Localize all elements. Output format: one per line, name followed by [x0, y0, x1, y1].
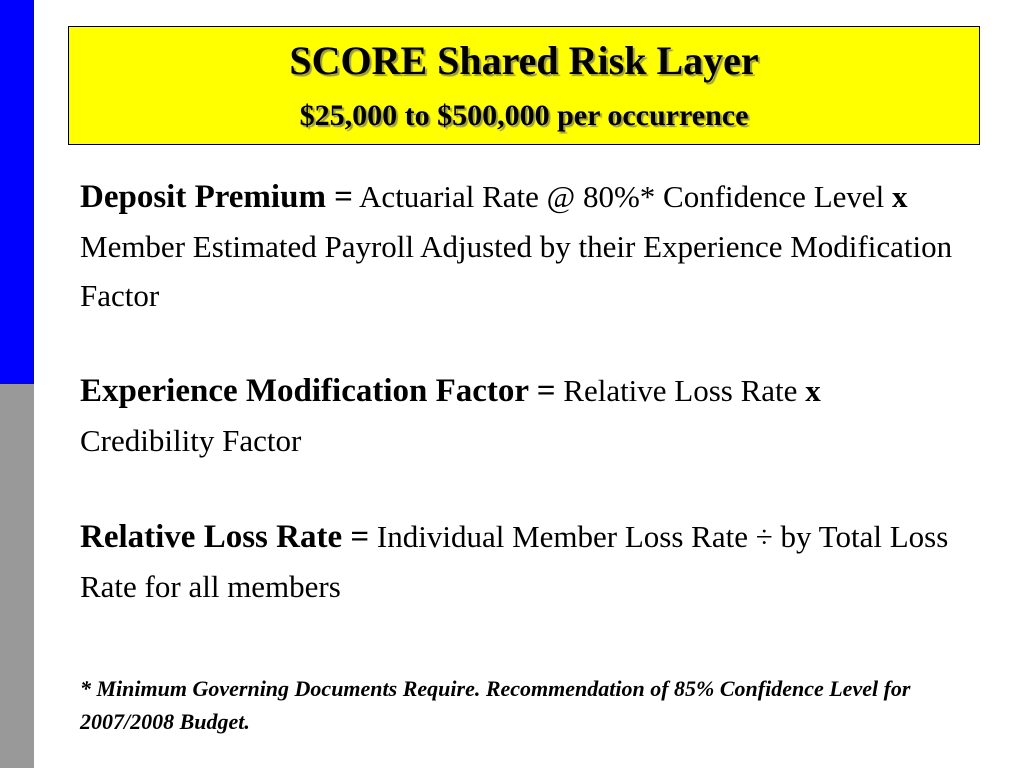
definition-text: Relative Loss Rate [563, 373, 798, 408]
definition-text: Credibility Factor [80, 423, 302, 458]
footnote: * Minimum Governing Documents Require. Recommendation of 85% Confidence Level for 2007/2008 Budget. [80, 676, 911, 734]
definition-term: Relative Loss Rate = [80, 519, 370, 555]
definition-term: Deposit Premium = [80, 179, 353, 215]
definition-text: Actuarial Rate @ 80%* Confidence Level [359, 179, 885, 214]
slide-title: SCORE Shared Risk Layer [289, 38, 759, 83]
accent-bar-top [0, 0, 34, 384]
title-box [68, 26, 980, 145]
definition-term: Experience Modification Factor = [80, 373, 556, 409]
slide-subtitle: $25,000 to $500,000 per occurrence [299, 99, 749, 132]
multiply-operator: x [805, 373, 821, 408]
multiply-operator: x [892, 179, 908, 214]
definition-experience-modification-factor [80, 366, 960, 465]
definition-deposit-premium [80, 172, 960, 320]
accent-bar-bottom [0, 384, 34, 768]
definition-relative-loss-rate [80, 512, 960, 611]
definition-text: Individual Member Loss Rate ÷ by Total Loss Rate for all members [80, 519, 949, 604]
definition-text: Member Estimated Payroll Adjusted by their Experience Modification Factor [80, 229, 953, 313]
